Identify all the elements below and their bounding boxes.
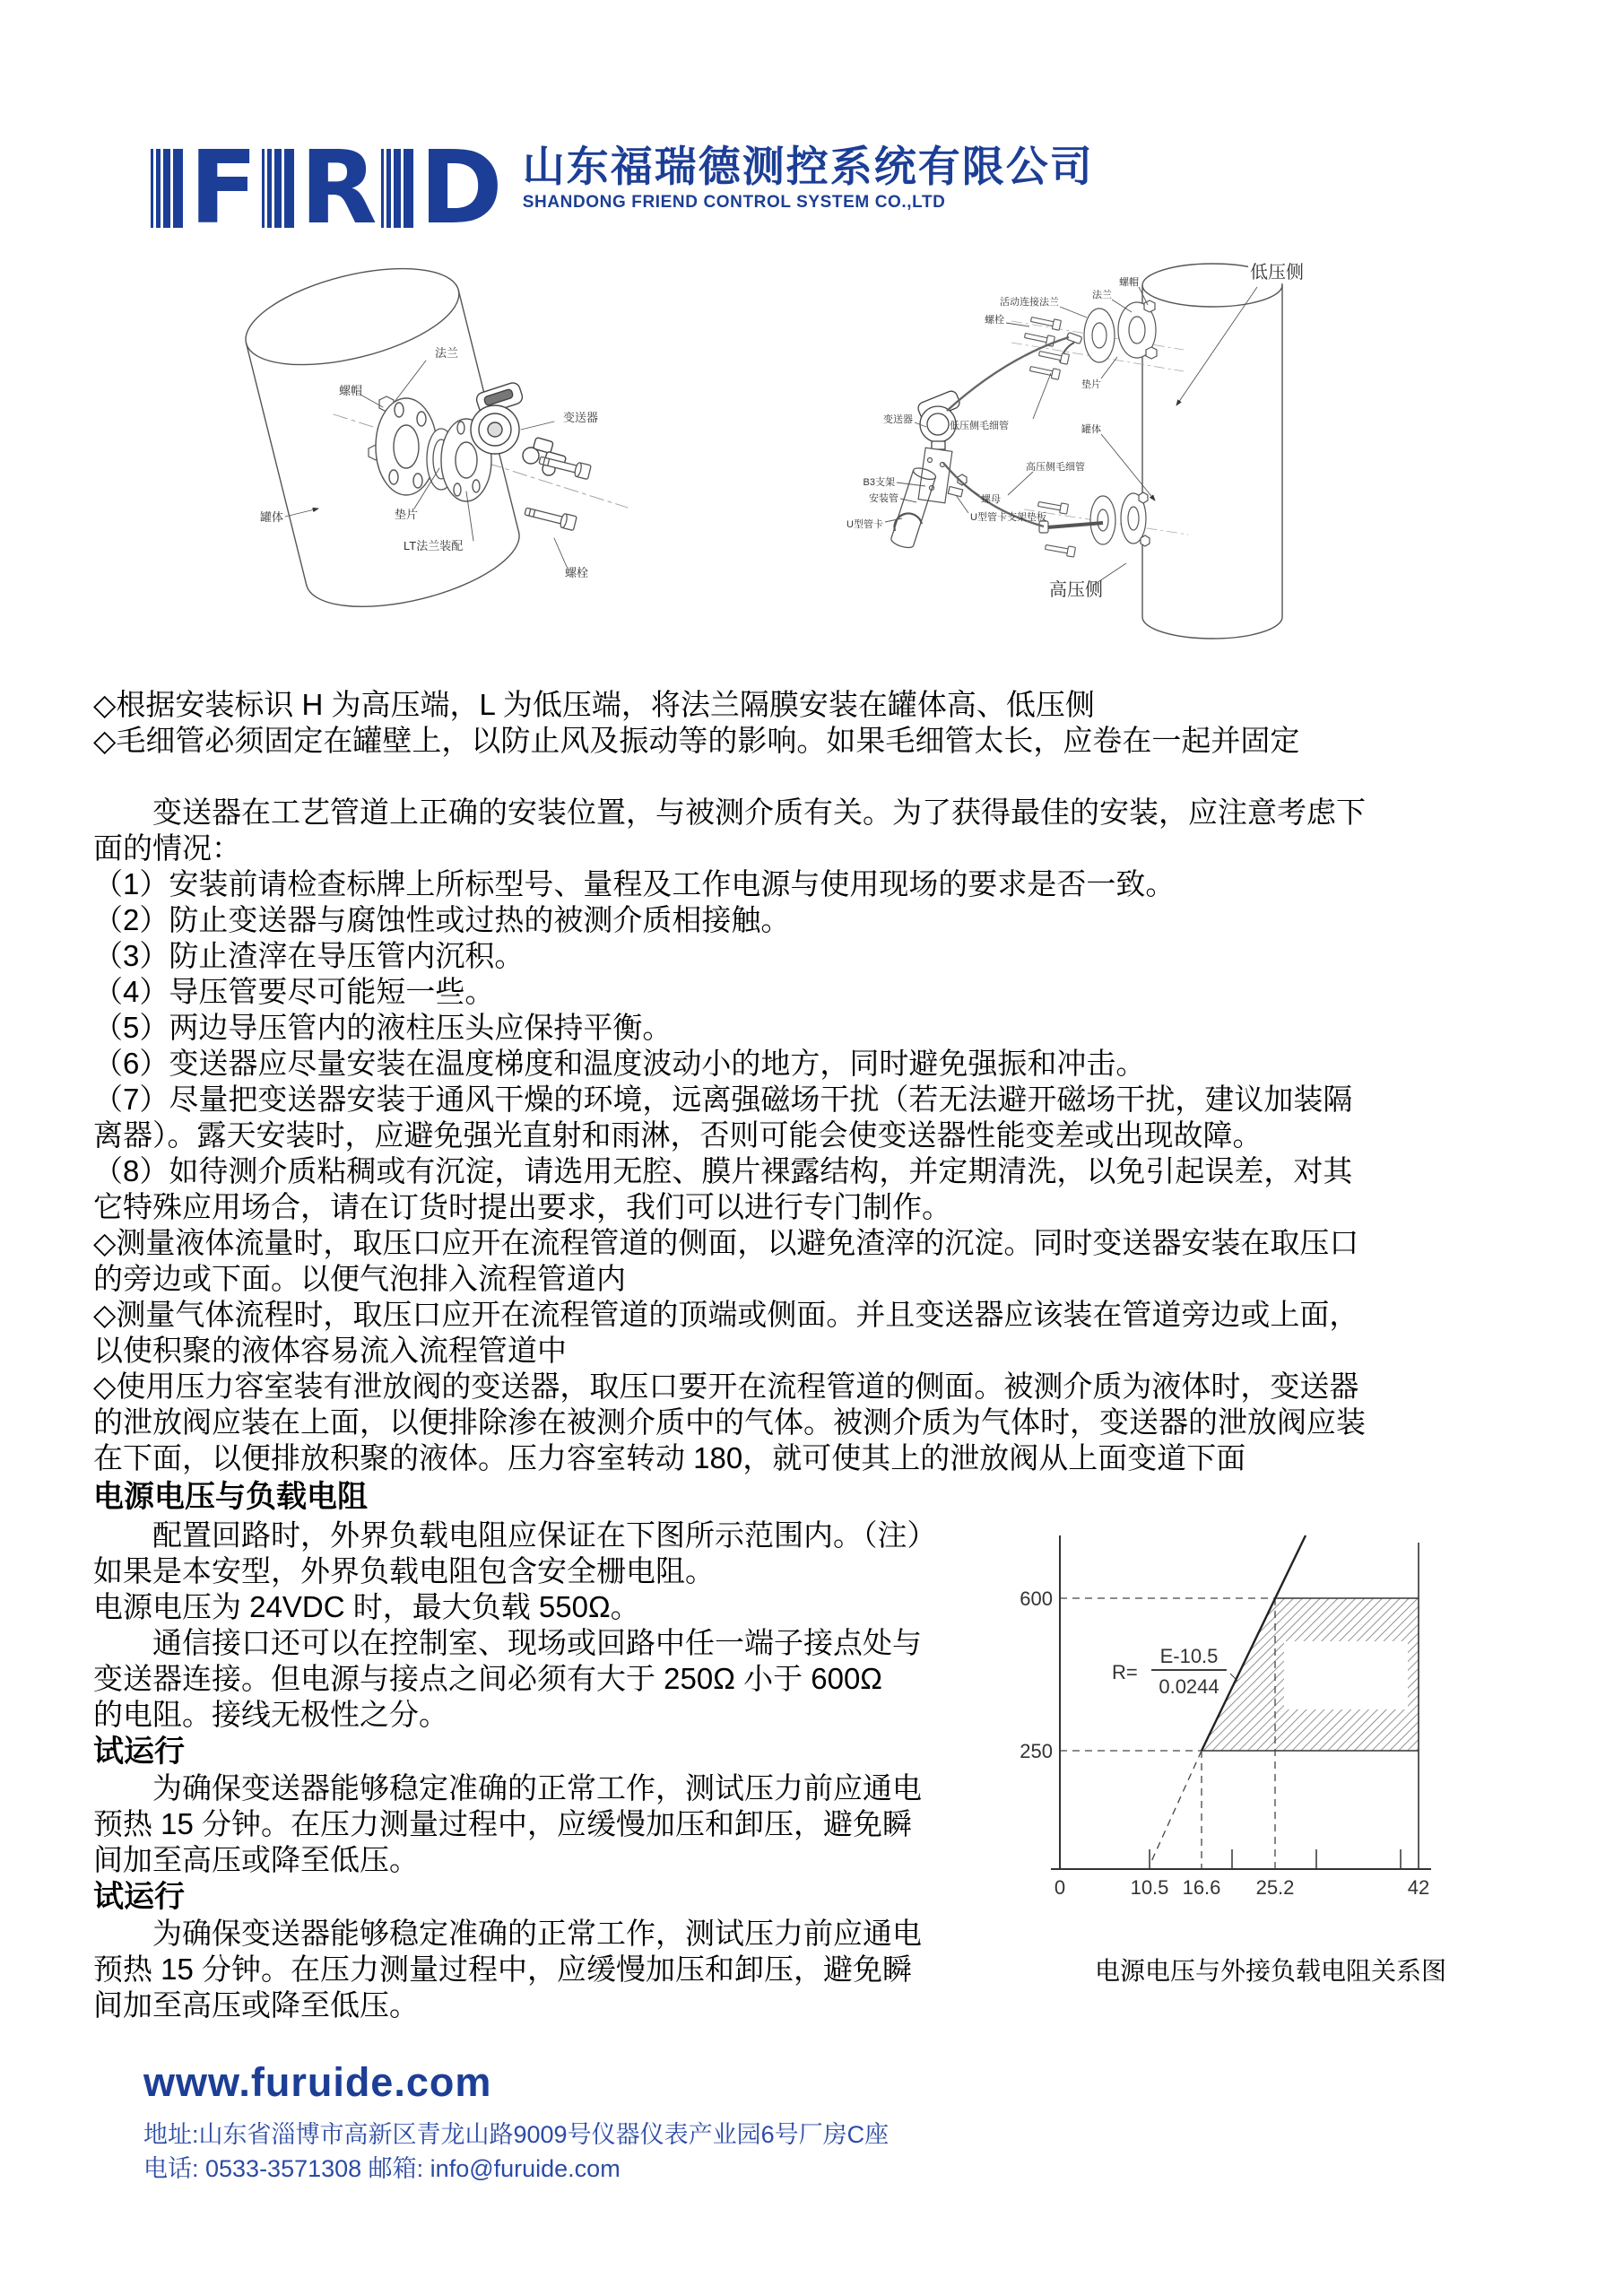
logo-letter: D bbox=[419, 130, 501, 247]
text-line: （4）导压管要尽可能短一些。 bbox=[93, 975, 495, 1008]
x-tick-10-5: 10.5 bbox=[1130, 1876, 1169, 1899]
text-line: ◇根据安装标识 H 为高压端，L 为低压端，将法兰隔膜安装在罐体高、低压侧 bbox=[93, 688, 1095, 721]
text-line: 面的情况： bbox=[93, 831, 241, 865]
section-heading: 试运行 bbox=[93, 1880, 185, 1914]
chart-caption: 电源电压与外接负载电阻关系图 bbox=[1094, 1957, 1446, 1985]
logo-stripes-icon bbox=[151, 149, 186, 228]
text-line: （2）防止变送器与腐蚀性或过热的被测介质相接触。 bbox=[93, 903, 791, 936]
formula-numerator: E-10.5 bbox=[1159, 1645, 1219, 1667]
text-line: ◇测量液体流量时，取压口应开在流程管道的侧面，以避免渣滓的沉淀。同时变送器安装在取压口 bbox=[93, 1226, 1359, 1259]
logo-letter: F bbox=[189, 130, 256, 247]
label-lt-flange-assembly: LT法兰装配 bbox=[404, 539, 464, 552]
label-lp-capillary: 低压侧毛细管 bbox=[950, 421, 1009, 431]
logo-letter: R bbox=[299, 130, 376, 247]
text-line: （5）两边导压管内的液柱压头应保持平衡。 bbox=[93, 1011, 673, 1044]
label-b3-bracket: B3支架 bbox=[863, 477, 895, 488]
footer-contact: 电话: 0533-3571308 邮箱: info@furuide.com bbox=[143, 2155, 621, 2182]
label-gasket: 垫片 bbox=[395, 508, 419, 521]
label-bolt: 螺栓 bbox=[985, 315, 1004, 326]
label-nut2: 螺母 bbox=[981, 494, 1001, 505]
text-line: 如果是本安型，外界负载电阻包含安全栅电阻。 bbox=[93, 1554, 715, 1587]
region-label-window bbox=[1284, 1641, 1408, 1709]
text-line: 它特殊应用场合，请在订货时提出要求，我们可以进行专门制作。 bbox=[93, 1190, 951, 1223]
text-line: 间加至高压或降至低压。 bbox=[93, 1843, 419, 1876]
text-line: ◇使用压力容室装有泄放阀的变送器，取压口要开在流程管道的侧面。被测介质为液体时，变送器 bbox=[93, 1370, 1359, 1403]
label-nut: 螺帽 bbox=[1119, 277, 1139, 288]
label-u-clamp-pad: U型管卡支架垫板 bbox=[970, 512, 1046, 523]
label-mounting-pipe: 安装管 bbox=[869, 493, 898, 504]
text-line: 电源电压为 24VDC 时，最大负载 550Ω。 bbox=[93, 1590, 640, 1623]
power-supply-section bbox=[93, 1476, 1026, 2023]
text-line: （7）尽量把变送器安装于通风干燥的环境，远离强磁场干扰（若无法避开磁场干扰，建议加装隔 bbox=[93, 1083, 1353, 1116]
text-line: 配置回路时，外界负载电阻应保证在下图所示范围内。（注） bbox=[93, 1518, 937, 1552]
text-line: 离器）。露天安装时，应避免强光直射和雨淋，否则可能会使变送器性能变差或出现故障。 bbox=[93, 1118, 1263, 1152]
text-line: 预热 15 分钟。在压力测量过程中，应缓慢加压和卸压，避免瞬 bbox=[93, 1807, 913, 1840]
tank-body-drawing bbox=[1142, 264, 1282, 639]
text-line: 的电阻。接线无极性之分。 bbox=[93, 1698, 448, 1731]
text-line: 在下面，以便排放积聚的液体。压力容室转动 180，就可使其上的泄放阀从上面变道下面 bbox=[93, 1441, 1246, 1474]
label-bolt: 螺栓 bbox=[565, 566, 589, 579]
footer-address: 地址:山东省淄博市高新区青龙山路9009号仪器仪表产业园6号厂房C座 bbox=[143, 2121, 890, 2148]
text-line: 预热 15 分钟。在压力测量过程中，应缓慢加压和卸压，避免瞬 bbox=[93, 1952, 913, 1986]
label-transmitter: 变送器 bbox=[563, 411, 599, 424]
transmitter-drawing bbox=[916, 389, 961, 449]
text-line: 为确保变送器能够稳定准确的正常工作，测试压力前应通电 bbox=[93, 1917, 922, 1950]
x-tick-25-2: 25.2 bbox=[1255, 1876, 1295, 1899]
text-line: 间加至高压或降至低压。 bbox=[93, 1988, 419, 2022]
text-line: ◇毛细管必须固定在罐壁上，以防止风及振动等的影响。如果毛细管太长，应卷在一起并固定 bbox=[93, 724, 1300, 757]
label-hp-capillary: 高压侧毛细管 bbox=[1026, 462, 1085, 473]
formula-denominator: 0.0244 bbox=[1159, 1675, 1219, 1698]
logo-frd-mark bbox=[151, 130, 507, 247]
text-line: 变送器在工艺管道上正确的安装位置，与被测介质有关。为了获得最佳的安装，应注意考虑下 bbox=[93, 796, 1366, 829]
section-heading: 试运行 bbox=[93, 1735, 185, 1769]
y-tick-250: 250 bbox=[1020, 1740, 1053, 1762]
label-flange: 法兰 bbox=[1092, 290, 1112, 300]
company-logo bbox=[151, 130, 1094, 247]
x-tick-42: 42 bbox=[1407, 1876, 1430, 1899]
installation-diagrams bbox=[126, 242, 1542, 646]
label-flange: 法兰 bbox=[435, 346, 459, 360]
diagram-tank-flange-mount bbox=[236, 250, 628, 625]
bracket-drawing bbox=[918, 448, 967, 503]
company-name-en: SHANDONG FRIEND CONTROL SYSTEM CO.,LTD bbox=[522, 193, 946, 212]
label-u-clamp: U型管卡 bbox=[846, 519, 883, 530]
logo-stripes-icon bbox=[262, 149, 297, 228]
text-line: 的旁边或下面。以便气泡排入流程管道内 bbox=[93, 1262, 626, 1295]
text-line: （8）如待测介质粘稠或有沉淀，请选用无腔、膜片裸露结构，并定期清洗，以免引起误差，对其 bbox=[93, 1154, 1353, 1187]
diagram-remote-seal-mount bbox=[846, 260, 1320, 639]
logo-stripes-icon bbox=[381, 149, 416, 228]
formula-lhs: R= bbox=[1112, 1661, 1138, 1683]
text-line: 以使积聚的液体容易流入流程管道中 bbox=[93, 1334, 567, 1367]
label-hp-side: 高压侧 bbox=[1049, 580, 1103, 600]
x-tick-0: 0 bbox=[1054, 1876, 1066, 1899]
x-tick-16-6: 16.6 bbox=[1182, 1876, 1221, 1899]
text-line: 为确保变送器能够稳定准确的正常工作，测试压力前应通电 bbox=[93, 1771, 922, 1805]
label-lp-side: 低压侧 bbox=[1250, 263, 1304, 283]
installation-instructions bbox=[93, 687, 1564, 1476]
label-gasket: 垫片 bbox=[1081, 379, 1101, 390]
hp-flange-drawing bbox=[1039, 492, 1150, 546]
label-nut: 螺帽 bbox=[339, 384, 363, 397]
company-name-cn: 山东福瑞德测控系统有限公司 bbox=[522, 143, 1094, 190]
load-resistance-chart bbox=[1017, 1519, 1524, 1945]
label-tank: 罐体 bbox=[260, 510, 284, 524]
text-line: 变送器连接。但电源与接点之间必须有大于 250Ω 小于 600Ω bbox=[93, 1662, 882, 1695]
text-line: ◇测量气体流程时，取压口应开在流程管道的顶端或侧面。并且变送器应该装在管道旁边或上面， bbox=[93, 1298, 1359, 1331]
label-swivel-flange: 活动连接法兰 bbox=[1000, 297, 1059, 308]
text-line: 通信接口还可以在控制室、现场或回路中任一端子接点处与 bbox=[93, 1626, 922, 1659]
section-heading: 电源电压与负载电阻 bbox=[93, 1480, 368, 1514]
text-line: （1）安装前请检查标牌上所标型号、量程及工作电源与使用现场的要求是否一致。 bbox=[93, 867, 1176, 900]
text-line: （6）变送器应尽量安装在温度梯度和温度波动小的地方，同时避免强振和冲击。 bbox=[93, 1047, 1146, 1080]
label-tank: 罐体 bbox=[1081, 424, 1101, 435]
text-line bbox=[93, 759, 1564, 795]
text-line: 的泄放阀应装在上面，以便排除渗在被测介质中的气体。被测介质为气体时，变送器的泄放阀应装 bbox=[93, 1405, 1366, 1439]
y-tick-600: 600 bbox=[1020, 1587, 1053, 1610]
text-line: （3）防止渣滓在导压管内沉积。 bbox=[93, 939, 525, 972]
label-transmitter: 变送器 bbox=[883, 414, 913, 425]
footer-website: www.furuide.com bbox=[143, 2059, 492, 2105]
